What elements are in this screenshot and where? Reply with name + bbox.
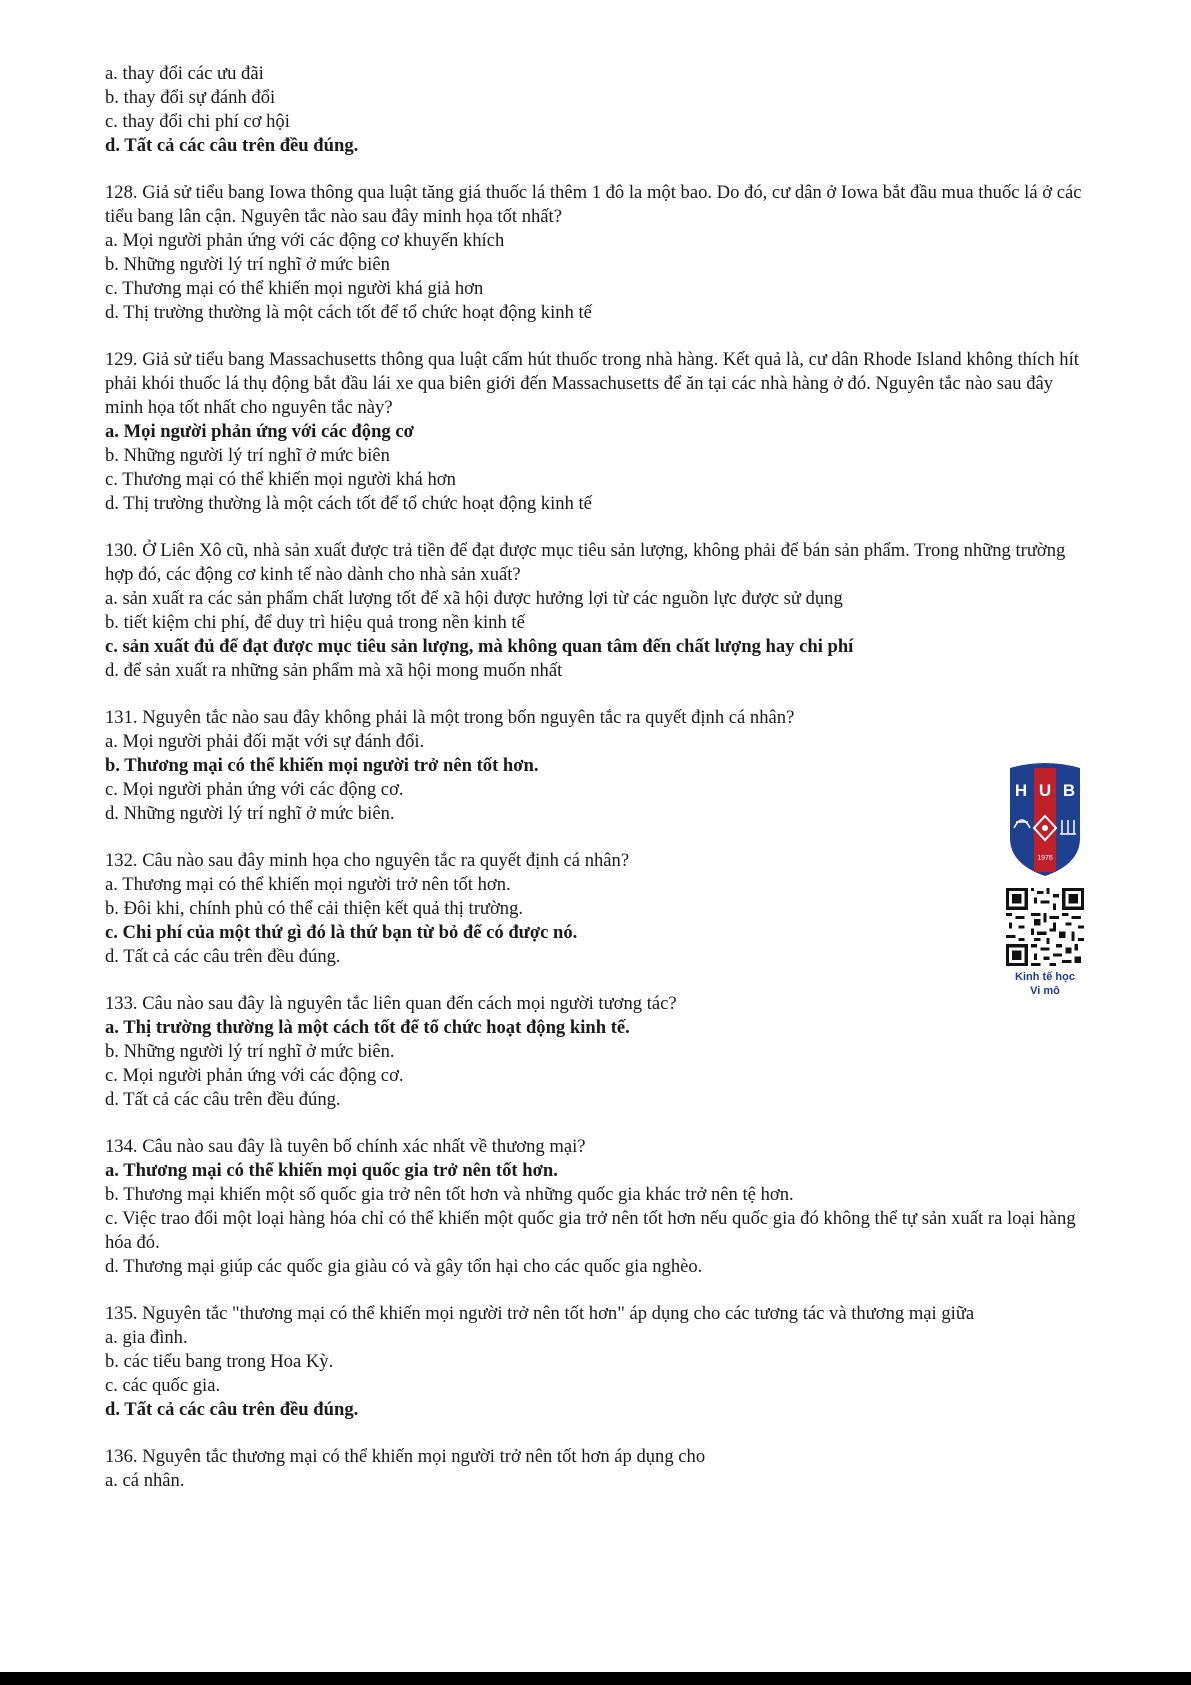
option: a. Mọi người phải đối mặt với sự đánh đổi. — [105, 731, 425, 752]
option: c. Thương mại có thể khiến mọi người khá giả hơn — [105, 278, 484, 299]
qr-caption-line1: Kinh tế học — [1015, 971, 1075, 983]
document-page — [105, 62, 1090, 1493]
question-131 — [105, 706, 1090, 826]
question-stem: 130. Ở Liên Xô cũ, nhà sản xuất được trả tiền để đạt được mục tiêu sản lượng, không phải để bán sản phẩm. Trong những trường hợp đó, các động cơ kinh tế nào dành cho nhà sản xuất? — [105, 540, 1066, 585]
qr-caption-line2: Vi mô — [1030, 985, 1060, 997]
logo-year: 1976 — [1037, 855, 1053, 862]
option: b. Những người lý trí nghĩ ở mức biên — [105, 254, 390, 275]
option: c. thay đổi chi phí cơ hội — [105, 111, 290, 132]
option: d. Tất cả các câu trên đều đúng. — [105, 1089, 341, 1110]
question-130 — [105, 539, 1090, 683]
option: a. thay đổi các ưu đãi — [105, 63, 264, 84]
question-stem: 134. Câu nào sau đây là tuyên bố chính xác nhất về thương mại? — [105, 1136, 586, 1157]
option: b. Những người lý trí nghĩ ở mức biên. — [105, 1041, 395, 1062]
answer-option: c. sản xuất đủ để đạt được mục tiêu sản lượng, mà không quan tâm đến chất lượng hay chi phí — [105, 636, 854, 657]
option: b. Thương mại khiến một số quốc gia trở nên tốt hơn và những quốc gia khác trở nên tệ hơn. — [105, 1184, 794, 1205]
option: c. các quốc gia. — [105, 1375, 221, 1396]
option: c. Việc trao đổi một loại hàng hóa chỉ có thể khiến một quốc gia trở nên tốt hơn nếu quốc gia đó không thể tự sản xuất ra loại hàng hóa đó. — [105, 1208, 1076, 1253]
option: b. Những người lý trí nghĩ ở mức biên — [105, 445, 390, 466]
option: d. Tất cả các câu trên đều đúng. — [105, 946, 341, 967]
question-stem: 133. Câu nào sau đây là nguyên tắc liên quan đến cách mọi người tương tác? — [105, 993, 677, 1014]
option: a. Thương mại có thể khiến mọi người trở nên tốt hơn. — [105, 874, 511, 895]
question-128 — [105, 181, 1090, 325]
question-133 — [105, 992, 1090, 1112]
logo-letter-b: B — [1062, 781, 1076, 800]
question-132 — [105, 849, 1090, 969]
intro-options — [105, 62, 1090, 158]
answer-option: c. Chi phí của một thứ gì đó là thứ bạn từ bỏ để có được nó. — [105, 922, 578, 943]
answer-option: d. Tất cả các câu trên đều đúng. — [105, 1399, 359, 1420]
option: a. cá nhân. — [105, 1470, 185, 1491]
option: a. gia đình. — [105, 1327, 188, 1348]
question-stem: 131. Nguyên tắc nào sau đây không phải là một trong bốn nguyên tắc ra quyết định cá nhân? — [105, 707, 795, 728]
logo-letter-u: U — [1038, 781, 1052, 800]
option: a. sản xuất ra các sản phẩm chất lượng tốt để xã hội được hưởng lợi từ các nguồn lực được sử dụng — [105, 588, 843, 609]
question-stem: 129. Giả sử tiểu bang Massachusetts thông qua luật cấm hút thuốc trong nhà hàng. Kết quả là, cư dân Rhode Island không thích hít phải khói thuốc lá thụ động bắt đầu lái xe qua biên giới đến Massachusetts để ăn tại các nhà hàng ở đó. Nguyên tắc nào sau đây minh họa tốt nhất cho nguyên tắc này? — [105, 349, 1079, 418]
answer-option: a. Thị trường thường là một cách tốt để tổ chức hoạt động kinh tế. — [105, 1017, 630, 1038]
question-stem: 132. Câu nào sau đây minh họa cho nguyên tắc ra quyết định cá nhân? — [105, 850, 630, 871]
question-134 — [105, 1135, 1090, 1279]
answer-option: b. Thương mại có thể khiến mọi người trở nên tốt hơn. — [105, 755, 539, 776]
option: d. Thị trường thường là một cách tốt để tổ chức hoạt động kinh tế — [105, 302, 592, 323]
option: b. tiết kiệm chi phí, để duy trì hiệu quả trong nền kinh tế — [105, 612, 525, 633]
answer-option: a. Thương mại có thể khiến mọi quốc gia trở nên tốt hơn. — [105, 1160, 558, 1181]
option: b. thay đổi sự đánh đổi — [105, 87, 276, 108]
question-136 — [105, 1445, 1090, 1493]
option: b. các tiểu bang trong Hoa Kỳ. — [105, 1351, 334, 1372]
question-stem: 135. Nguyên tắc "thương mại có thể khiến mọi người trở nên tốt hơn" áp dụng cho các tương tác và thương mại giữa — [105, 1303, 975, 1324]
option: c. Thương mại có thể khiến mọi người khá hơn — [105, 469, 456, 490]
option: d. Những người lý trí nghĩ ở mức biên. — [105, 803, 395, 824]
page-bottom-bar — [0, 1672, 1191, 1685]
hub-logo-block — [1000, 760, 1090, 998]
qr-caption — [1000, 970, 1090, 998]
hub-shield-logo — [1006, 760, 1084, 880]
option: d. Thị trường thường là một cách tốt để tổ chức hoạt động kinh tế — [105, 493, 592, 514]
answer-option: a. Mọi người phản ứng với các động cơ — [105, 421, 414, 442]
option: c. Mọi người phản ứng với các động cơ. — [105, 779, 404, 800]
question-129 — [105, 348, 1090, 516]
question-stem: 136. Nguyên tắc thương mại có thể khiến mọi người trở nên tốt hơn áp dụng cho — [105, 1446, 706, 1467]
option: d. Thương mại giúp các quốc gia giàu có và gây tổn hại cho các quốc gia nghèo. — [105, 1256, 703, 1277]
option: c. Mọi người phản ứng với các động cơ. — [105, 1065, 404, 1086]
question-135 — [105, 1302, 1090, 1422]
option: d. để sản xuất ra những sản phẩm mà xã hội mong muốn nhất — [105, 660, 563, 681]
qr-code-icon[interactable] — [1006, 888, 1084, 966]
answer-option: d. Tất cả các câu trên đều đúng. — [105, 135, 359, 156]
question-stem: 128. Giả sử tiểu bang Iowa thông qua luật tăng giá thuốc lá thêm 1 đô la một bao. Do đó, cư dân ở Iowa bắt đầu mua thuốc lá ở các tiểu bang lân cận. Nguyên tắc nào sau đây minh họa tốt nhất? — [105, 182, 1082, 227]
logo-letter-h: H — [1014, 781, 1028, 800]
option: b. Đôi khi, chính phủ có thể cải thiện kết quả thị trường. — [105, 898, 524, 919]
option: a. Mọi người phản ứng với các động cơ khuyến khích — [105, 230, 505, 251]
